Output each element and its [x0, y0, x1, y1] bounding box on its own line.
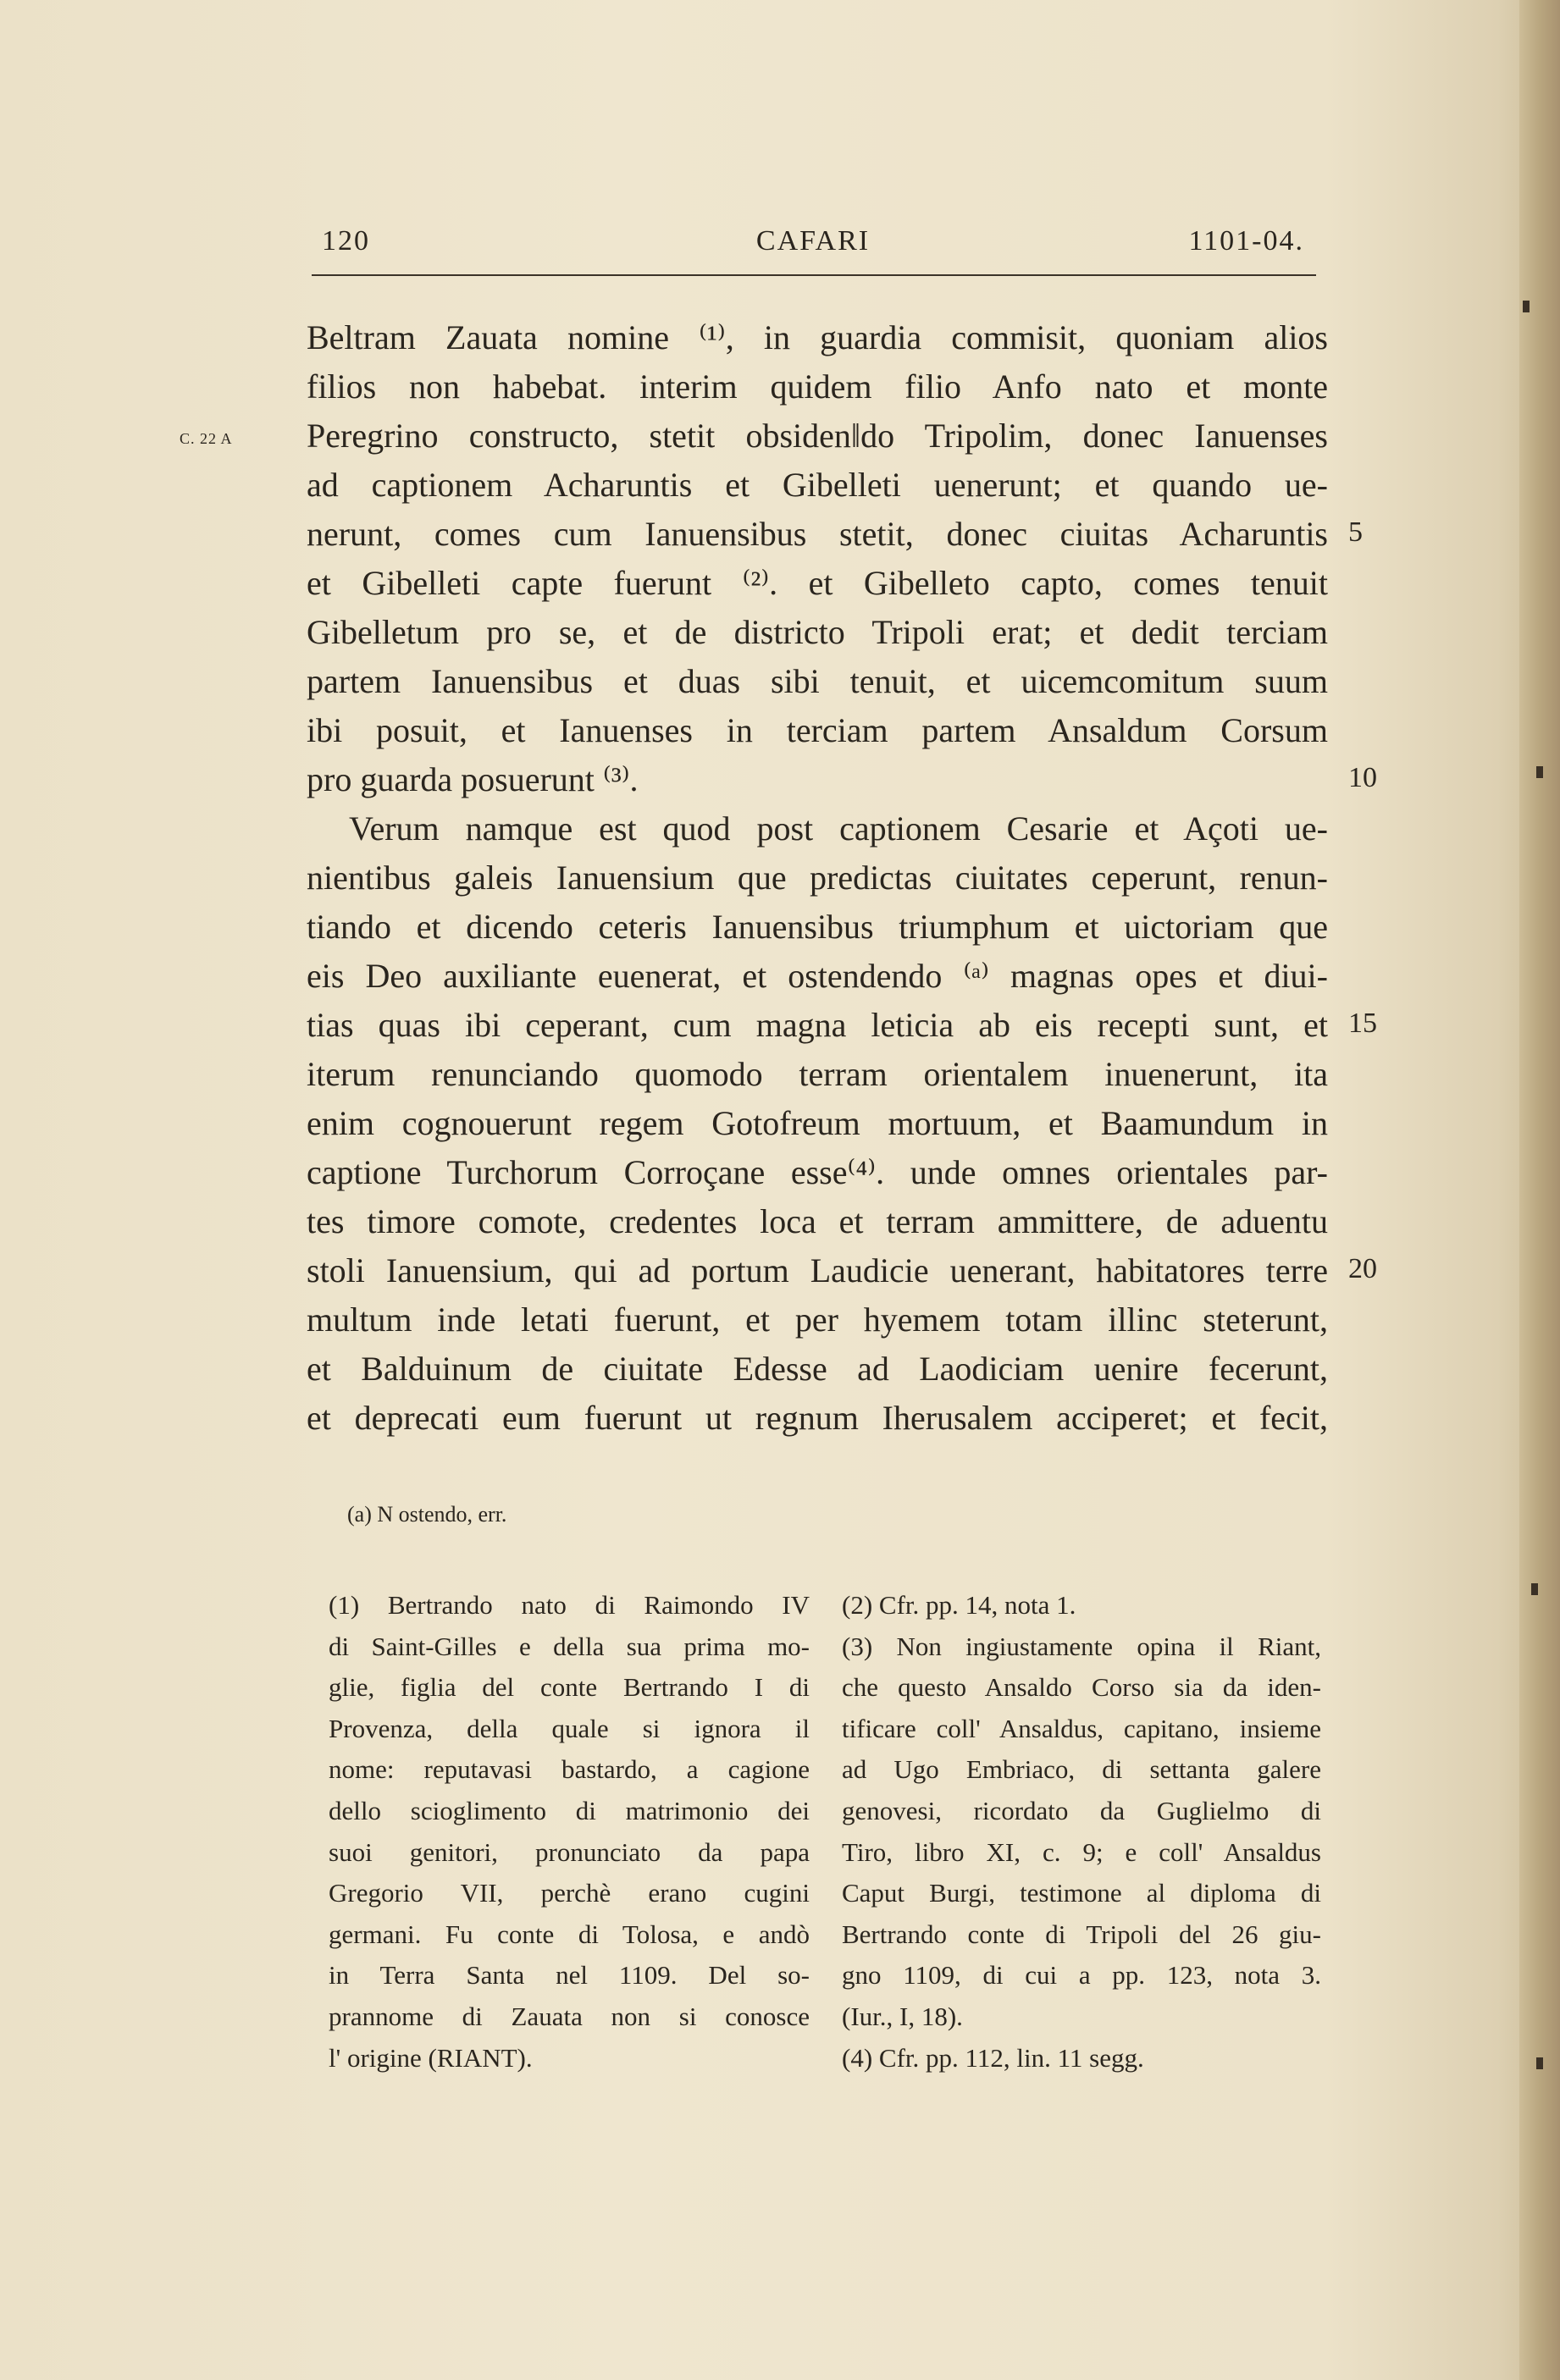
footnote-line: di Saint-Gilles e della sua prima mo- [329, 1631, 810, 1661]
footnote-line: (4) Cfr. pp. 112, lin. 11 segg. [842, 2042, 1144, 2073]
line-number-5: 5 [1348, 516, 1363, 548]
spine-mark [1531, 1583, 1538, 1595]
footnote-line: dello scioglimento di matrimonio dei [329, 1795, 810, 1825]
spine-mark [1536, 2057, 1543, 2069]
footnote-line: prannome di Zauata non si conosce [329, 2001, 810, 2031]
footnote-line: (3) Non ingiustamente opina il Riant, [842, 1631, 1321, 1661]
footnotes-right-column [842, 1585, 1321, 2079]
footnote-line: Gregorio VII, perchè erano cugini [329, 1878, 810, 1908]
footnote-line: Caput Burgi, testimone al diploma di [842, 1878, 1321, 1908]
margin-reference: C. 22 A [180, 430, 233, 447]
date-range: 1101-04. [1188, 225, 1304, 257]
text-line: Verum namque est quod post captionem Cesarie et Açoti ue- [349, 809, 1328, 848]
text-line: iterum renunciando quomodo terram orientalem inuenerunt, ita [307, 1055, 1328, 1093]
text-line: tiando et dicendo ceteris Ianuensibus triumphum et uictoriam que [307, 908, 1328, 946]
text-line: ibi posuit, et Ianuenses in terciam partem Ansaldum Corsum [307, 711, 1328, 749]
text-line: Peregrino constructo, stetit obsiden‖do Tripolim, donec Ianuenses [307, 417, 1328, 455]
text-line: multum inde letati fuerunt, et per hyemem totam illinc steterunt, [307, 1300, 1328, 1339]
footnote-line: (2) Cfr. pp. 14, nota 1. [842, 1590, 1076, 1620]
text-line: filios non habebat. interim quidem filio Anfo nato et monte [307, 367, 1328, 406]
footnote-line: nome: reputavasi bastardo, a cagione [329, 1754, 810, 1785]
footnote-line: Provenza, della quale si ignora il [329, 1713, 810, 1743]
text-line: partem Ianuensibus et duas sibi tenuit, et uicemcomitum suum [307, 662, 1328, 700]
text-line: nientibus galeis Ianuensium que predictas ciuitates ceperunt, renun- [307, 859, 1328, 897]
text-line: nerunt, comes cum Ianuensibus stetit, donec ciuitas Acharuntis [307, 515, 1328, 553]
footnote-line: gno 1109, di cui a pp. 123, nota 3. [842, 1960, 1321, 1991]
footnote-line: (1) Bertrando nato di Raimondo IV [329, 1590, 810, 1620]
header-rule [312, 274, 1316, 276]
page-header [313, 225, 1313, 276]
line-number-10: 10 [1348, 762, 1377, 793]
text-line: et deprecati eum fuerunt ut regnum Iherusalem acciperet; et fecit, [307, 1399, 1328, 1437]
footnotes-left-column [329, 1585, 810, 2079]
text-line: ad captionem Acharuntis et Gibelleti uenerunt; et quando ue- [307, 466, 1328, 504]
running-title: CAFARI [755, 225, 871, 257]
spine-mark [1536, 766, 1543, 778]
variant-note: (a) N ostendo, err. [347, 1502, 507, 1527]
text-line: Beltram Zauata nomine ⁽¹⁾, in guardia commisit, quoniam alios [307, 318, 1328, 356]
footnote-line: Bertrando conte di Tripoli del 26 giu- [842, 1919, 1321, 1949]
text-line: eis Deo auxiliante euenerat, et ostendendo ⁽ᵃ⁾ magnas opes et diui- [307, 957, 1328, 995]
footnote-line: che questo Ansaldo Corso sia da iden- [842, 1672, 1321, 1703]
footnote-line: suoi genitori, pronunciato da papa [329, 1836, 810, 1867]
footnote-line: glie, figlia del conte Bertrando I di [329, 1672, 810, 1703]
text-line: et Balduinum de ciuitate Edesse ad Laodiciam uenire fecerunt, [307, 1350, 1328, 1388]
text-line: enim cognouerunt regem Gotofreum mortuum, et Baamundum in [307, 1104, 1328, 1142]
footnote-line: (Iur., I, 18). [842, 2001, 963, 2031]
book-spine-edge [1519, 0, 1560, 2380]
text-line: et Gibelleti capte fuerunt ⁽²⁾. et Gibelleto capto, comes tenuit [307, 564, 1328, 602]
text-line: Gibelletum pro se, et de districto Tripoli erat; et dedit terciam [307, 613, 1328, 651]
footnote-line: l' origine (RIANT). [329, 2042, 533, 2073]
footnote-line: in Terra Santa nel 1109. Del so- [329, 1960, 810, 1991]
line-number-20: 20 [1348, 1253, 1377, 1284]
footnote-line: tificare coll' Ansaldus, capitano, insieme [842, 1713, 1321, 1743]
spine-mark [1523, 301, 1530, 312]
text-line: pro guarda posuerunt ⁽³⁾. [307, 760, 639, 798]
text-line: tes timore comote, credentes loca et terram ammittere, de aduentu [307, 1202, 1328, 1240]
footnote-line: genovesi, ricordato da Guglielmo di [842, 1795, 1321, 1825]
footnote-line: ad Ugo Embriaco, di settanta galere [842, 1754, 1321, 1785]
page-number: 120 [322, 225, 370, 257]
text-line: stoli Ianuensium, qui ad portum Laudicie uenerant, habitatores terre [307, 1251, 1328, 1289]
text-line: captione Turchorum Corroçane esse⁽⁴⁾. unde omnes orientales par- [307, 1153, 1328, 1191]
line-number-15: 15 [1348, 1008, 1377, 1039]
footnote-line: germani. Fu conte di Tolosa, e andò [329, 1919, 810, 1949]
text-line: tias quas ibi ceperant, cum magna leticia ab eis recepti sunt, et [307, 1006, 1328, 1044]
main-text [307, 313, 1328, 1443]
footnote-line: Tiro, libro XI, c. 9; e coll' Ansaldus [842, 1836, 1321, 1867]
